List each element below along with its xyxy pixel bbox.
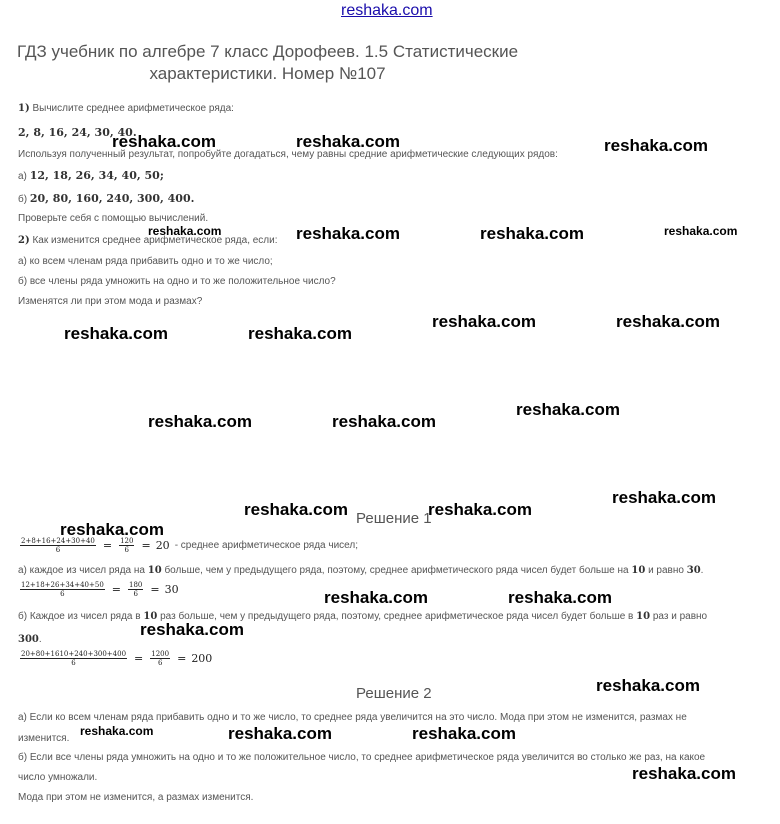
fraction-numerator: 12+18+26+34+40+50: [21, 581, 104, 589]
formula-result: 20: [155, 539, 170, 552]
watermark: reshaka.com: [80, 724, 154, 738]
watermark: reshaka.com: [64, 324, 168, 343]
fraction-numerator: 120: [120, 537, 134, 545]
task-item-2b: б) все члены ряда умножить на одно и то же положительное число?: [18, 276, 336, 287]
fraction-denominator: 6: [71, 659, 76, 667]
bold-number: 300: [18, 634, 39, 645]
task-hint: Используя полученный результат, попробуйте догадаться, чему равны средние арифметические следующих рядов:: [18, 149, 558, 160]
task-number-2: 2): [18, 235, 30, 246]
task-b-series: 20, 80, 160, 240, 300, 400.: [29, 192, 195, 205]
solution-1-b-result: [18, 634, 42, 645]
task-item-b: [18, 192, 194, 205]
task-a-series: 12, 18, 26, 34, 40, 50;: [29, 169, 164, 182]
bold-number: 30: [686, 565, 701, 576]
watermark: reshaka.com: [616, 312, 720, 331]
fraction-denominator: 6: [60, 590, 65, 598]
solution-1-b: [18, 611, 707, 622]
watermark: reshaka.com: [664, 224, 738, 238]
watermark: reshaka.com: [296, 132, 400, 151]
task-number-1: 1): [18, 103, 30, 114]
watermark: reshaka.com: [428, 500, 532, 519]
watermark: reshaka.com: [112, 132, 216, 151]
equals-sign: =: [141, 539, 151, 552]
watermark: reshaka.com: [248, 324, 352, 343]
watermark: reshaka.com: [148, 224, 222, 238]
watermark: reshaka.com: [432, 312, 536, 331]
equals-sign: =: [102, 539, 113, 552]
fraction: [20, 650, 127, 667]
solution-2-a-line-1: а) Если ко всем членам ряда прибавить одно и то же число, то среднее ряда увеличится на это число. Мода при этом не изменится, размах не: [18, 712, 687, 723]
text-segment: а) каждое из чисел ряда на: [18, 565, 145, 576]
page-title: ГДЗ учебник по алгебре 7 класс Дорофеев. 1.5 Статистические характеристики. Номер №107: [16, 42, 519, 83]
watermark: reshaka.com: [480, 224, 584, 243]
fraction-numerator: 2+8+16+24+30+40: [21, 537, 95, 545]
watermark: reshaka.com: [596, 676, 700, 695]
formula-note: - среднее арифметическое ряда чисел;: [174, 540, 359, 551]
formula-2: [18, 581, 179, 598]
solution-1-heading: Решение 1: [356, 510, 432, 527]
task-text-1: Вычислите среднее арифметическое ряда:: [32, 103, 234, 114]
formula-3: [18, 650, 212, 667]
equals-sign: =: [177, 652, 187, 665]
solution-2-b-line-1: б) Если все члены ряда умножить на одно и то же положительное число, то среднее арифметическое ряда увеличится во столько же раз, на какое: [18, 752, 706, 763]
task-item-2a: а) ко всем членам ряда прибавить одно и то же число;: [18, 256, 273, 267]
text-segment: б) Каждое из чисел ряда в: [18, 611, 141, 622]
fraction-numerator: 20+80+1610+240+300+400: [21, 650, 127, 658]
task-item-2c: Изменятся ли при этом мода и размах?: [18, 296, 203, 307]
watermark: reshaka.com: [412, 724, 516, 743]
task-b-prefix: б): [18, 194, 28, 205]
fraction-denominator: 6: [55, 546, 61, 554]
solution-2-heading: Решение 2: [356, 685, 432, 702]
watermark: reshaka.com: [60, 520, 164, 539]
bold-number: 10: [147, 565, 162, 576]
task-series: 2, 8, 16, 24, 30, 40.: [18, 126, 137, 139]
fraction-numerator: 180: [129, 581, 143, 589]
watermark: reshaka.com: [612, 488, 716, 507]
fraction: [20, 581, 105, 598]
text-segment: и равно: [648, 565, 684, 576]
watermark: reshaka.com: [148, 412, 252, 431]
fraction: [150, 650, 170, 667]
fraction-denominator: 6: [157, 659, 163, 667]
text-segment: раз больше, чем у предыдущего ряда, поэтому, среднее арифметическое ряда чисел будет больше в: [160, 611, 634, 622]
fraction: [128, 581, 143, 598]
watermark: reshaka.com: [632, 764, 736, 783]
task-item-a: [18, 169, 164, 182]
equals-sign: =: [150, 583, 160, 596]
period: .: [38, 634, 42, 645]
site-link[interactable]: reshaka.com: [341, 2, 433, 19]
task-check: Проверьте себя с помощью вычислений.: [18, 213, 209, 224]
watermark: reshaka.com: [244, 500, 348, 519]
watermark: reshaka.com: [516, 400, 620, 419]
solution-2-b-line-2: число умножали.: [18, 772, 98, 783]
fraction-numerator: 1200: [151, 650, 170, 658]
equals-sign: =: [134, 652, 144, 665]
formula-result: 30: [164, 583, 179, 596]
text-segment: больше, чем у предыдущего ряда, поэтому, среднее арифметического ряда чисел будет больше на: [164, 565, 629, 576]
solution-1-a: [18, 565, 703, 576]
task-item-1: [18, 103, 234, 114]
watermark: reshaka.com: [296, 224, 400, 243]
formula-result: 200: [191, 652, 213, 665]
watermark: reshaka.com: [332, 412, 436, 431]
watermark: reshaka.com: [324, 588, 428, 607]
watermark: reshaka.com: [604, 136, 708, 155]
text-segment: раз и равно: [652, 611, 708, 622]
bold-number: 10: [631, 565, 646, 576]
solution-2-a-line-2: изменится.: [18, 733, 70, 744]
watermark: reshaka.com: [140, 620, 244, 639]
solution-2-c-line: Мода при этом не изменится, а размах изменится.: [18, 792, 254, 803]
period: .: [700, 565, 704, 576]
watermark: reshaka.com: [508, 588, 612, 607]
task-text-2: Как изменится среднее арифметическое ряда, если:: [32, 235, 278, 246]
bold-number: 10: [636, 611, 651, 622]
task-a-prefix: а): [18, 171, 27, 182]
watermark: reshaka.com: [228, 724, 332, 743]
fraction-denominator: 6: [124, 546, 130, 554]
equals-sign: =: [111, 583, 121, 596]
bold-number: 10: [143, 611, 158, 622]
fraction-denominator: 6: [133, 590, 138, 598]
